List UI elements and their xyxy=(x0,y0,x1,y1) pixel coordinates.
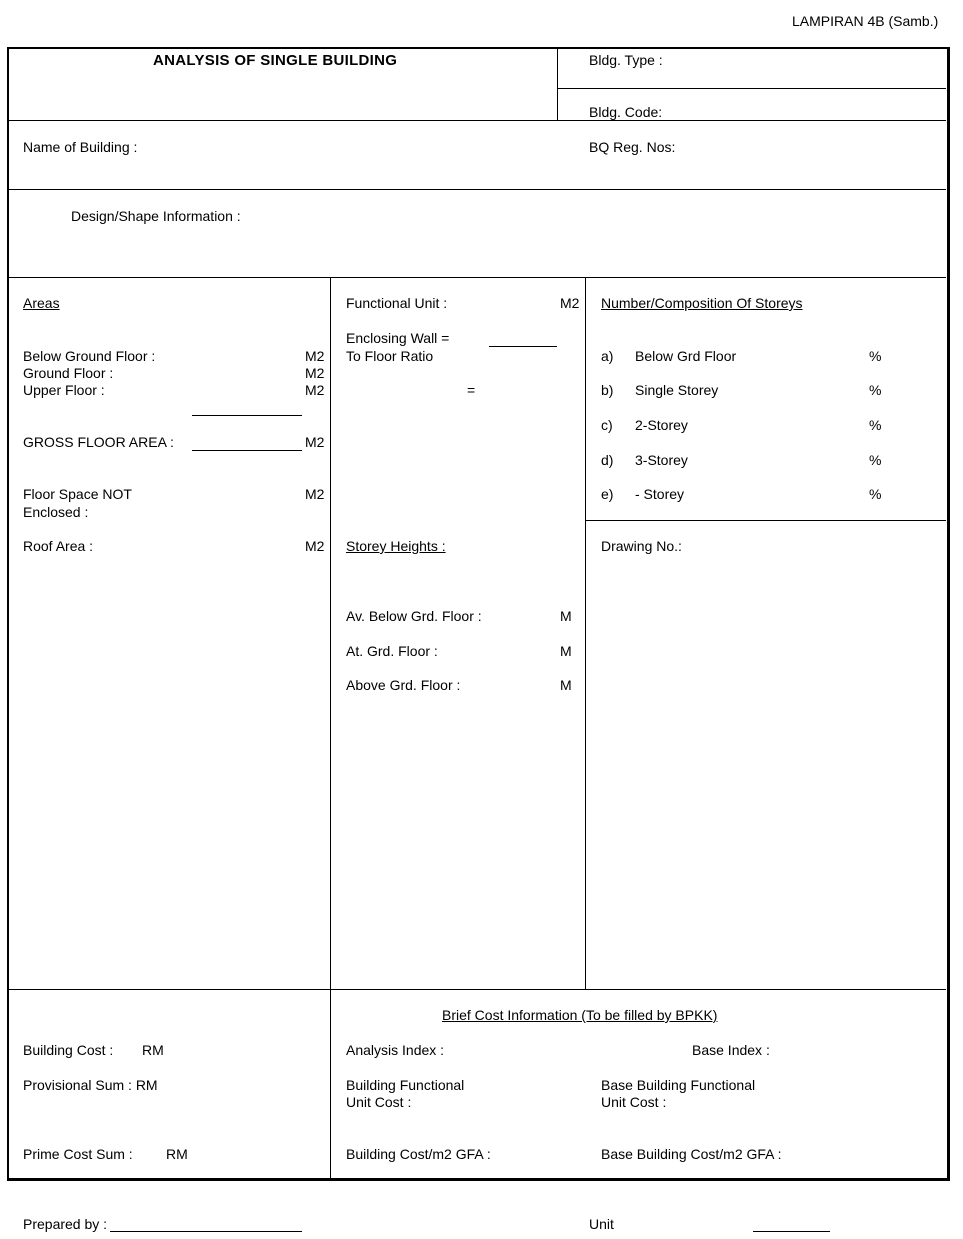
unit-label: Unit xyxy=(589,1216,614,1232)
floor-space-not-enclosed-label: Floor Space NOT xyxy=(23,486,132,502)
title-row-bottom xyxy=(9,120,946,121)
upper-floor-unit: M2 xyxy=(305,382,325,398)
storey-a-label: Below Grd Floor xyxy=(635,348,737,364)
bq-reg-label: BQ Reg. Nos: xyxy=(589,139,676,155)
storey-e-label: - Storey xyxy=(635,486,685,502)
storey-d-letter: d) xyxy=(601,452,614,468)
below-grd-height-unit: M xyxy=(560,608,572,624)
storey-c-label: 2-Storey xyxy=(635,417,688,433)
design-row-bottom xyxy=(9,277,946,278)
storey-b-letter: b) xyxy=(601,382,614,398)
gross-floor-area-unit: M2 xyxy=(305,434,325,450)
storey-d-label: 3-Storey xyxy=(635,452,688,468)
above-grd-height-label: Above Grd. Floor : xyxy=(346,677,461,693)
base-index-label: Base Index : xyxy=(692,1042,770,1058)
prime-cost-sum-label: Prime Cost Sum : xyxy=(23,1146,133,1162)
name-row-bottom xyxy=(9,189,946,190)
storeys-heading: Number/Composition Of Storeys xyxy=(601,295,803,311)
ratio-equals: = xyxy=(467,382,476,398)
storey-e-letter: e) xyxy=(601,486,614,502)
storey-b-percent: % xyxy=(869,382,882,398)
storey-c-percent: % xyxy=(869,417,882,433)
at-grd-height-unit: M xyxy=(560,643,572,659)
building-name-label: Name of Building : xyxy=(23,139,138,155)
building-cost-currency: RM xyxy=(142,1042,164,1058)
storeys-bottom xyxy=(586,520,946,521)
building-cost-label: Building Cost : xyxy=(23,1042,114,1058)
roof-area-label: Roof Area : xyxy=(23,538,94,554)
bldg-type-label: Bldg. Type : xyxy=(589,52,663,68)
storey-a-percent: % xyxy=(869,348,882,364)
unit-line xyxy=(753,1231,830,1232)
enclosing-wall-label: Enclosing Wall = xyxy=(346,330,450,346)
above-grd-height-unit: M xyxy=(560,677,572,693)
building-cost-per-m2-label: Building Cost/m2 GFA : xyxy=(346,1146,491,1162)
annex-label: LAMPIRAN 4B (Samb.) xyxy=(792,13,939,29)
below-ground-unit: M2 xyxy=(305,348,325,364)
storey-a-letter: a) xyxy=(601,348,614,364)
floor-space-unit: M2 xyxy=(305,486,325,502)
roof-area-unit: M2 xyxy=(305,538,325,554)
form-title: ANALYSIS OF SINGLE BUILDING xyxy=(153,52,398,69)
below-grd-height-label: Av. Below Grd. Floor : xyxy=(346,608,482,624)
storey-d-percent: % xyxy=(869,452,882,468)
ground-floor-label: Ground Floor : xyxy=(23,365,114,381)
storey-heights-heading: Storey Heights : xyxy=(346,538,446,554)
base-building-functional-label: Base Building Functional xyxy=(601,1077,756,1093)
building-functional-label: Building Functional xyxy=(346,1077,465,1093)
column-divider-left xyxy=(330,277,331,1178)
column-divider-right xyxy=(585,277,586,989)
base-building-functional-unit-cost-label: Unit Cost : xyxy=(601,1094,667,1110)
brief-cost-heading: Brief Cost Information (To be filled by BPKK) xyxy=(442,1007,718,1023)
provisional-sum-label: Provisional Sum : RM xyxy=(23,1077,158,1093)
gross-floor-area-line xyxy=(192,450,302,451)
drawing-no-label: Drawing No.: xyxy=(601,538,682,554)
upper-floor-label: Upper Floor : xyxy=(23,382,105,398)
wall-ratio-line xyxy=(489,346,557,347)
functional-unit-label: Functional Unit : xyxy=(346,295,448,311)
floor-space-enclosed-label: Enclosed : xyxy=(23,504,89,520)
below-ground-label: Below Ground Floor : xyxy=(23,348,156,364)
gross-floor-area-label: GROSS FLOOR AREA : xyxy=(23,434,174,450)
storey-e-percent: % xyxy=(869,486,882,502)
storey-b-label: Single Storey xyxy=(635,382,719,398)
prime-cost-currency: RM xyxy=(166,1146,188,1162)
sum-line xyxy=(192,415,302,416)
prepared-by-line xyxy=(110,1231,302,1232)
areas-heading: Areas xyxy=(23,295,60,311)
analysis-index-label: Analysis Index : xyxy=(346,1042,445,1058)
storey-c-letter: c) xyxy=(601,417,613,433)
cost-row-top xyxy=(9,989,946,990)
building-functional-unit-cost-label: Unit Cost : xyxy=(346,1094,412,1110)
title-divider xyxy=(557,49,558,120)
at-grd-height-label: At. Grd. Floor : xyxy=(346,643,438,659)
floor-ratio-label: To Floor Ratio xyxy=(346,348,434,364)
prepared-by-label: Prepared by : xyxy=(23,1216,108,1232)
design-info-label: Design/Shape Information : xyxy=(71,208,241,224)
functional-unit-unit: M2 xyxy=(560,295,580,311)
bldg-code-label: Bldg. Code: xyxy=(589,104,663,120)
ground-floor-unit: M2 xyxy=(305,365,325,381)
base-building-cost-per-m2-label: Base Building Cost/m2 GFA : xyxy=(601,1146,782,1162)
bldg-type-divider xyxy=(558,88,946,89)
